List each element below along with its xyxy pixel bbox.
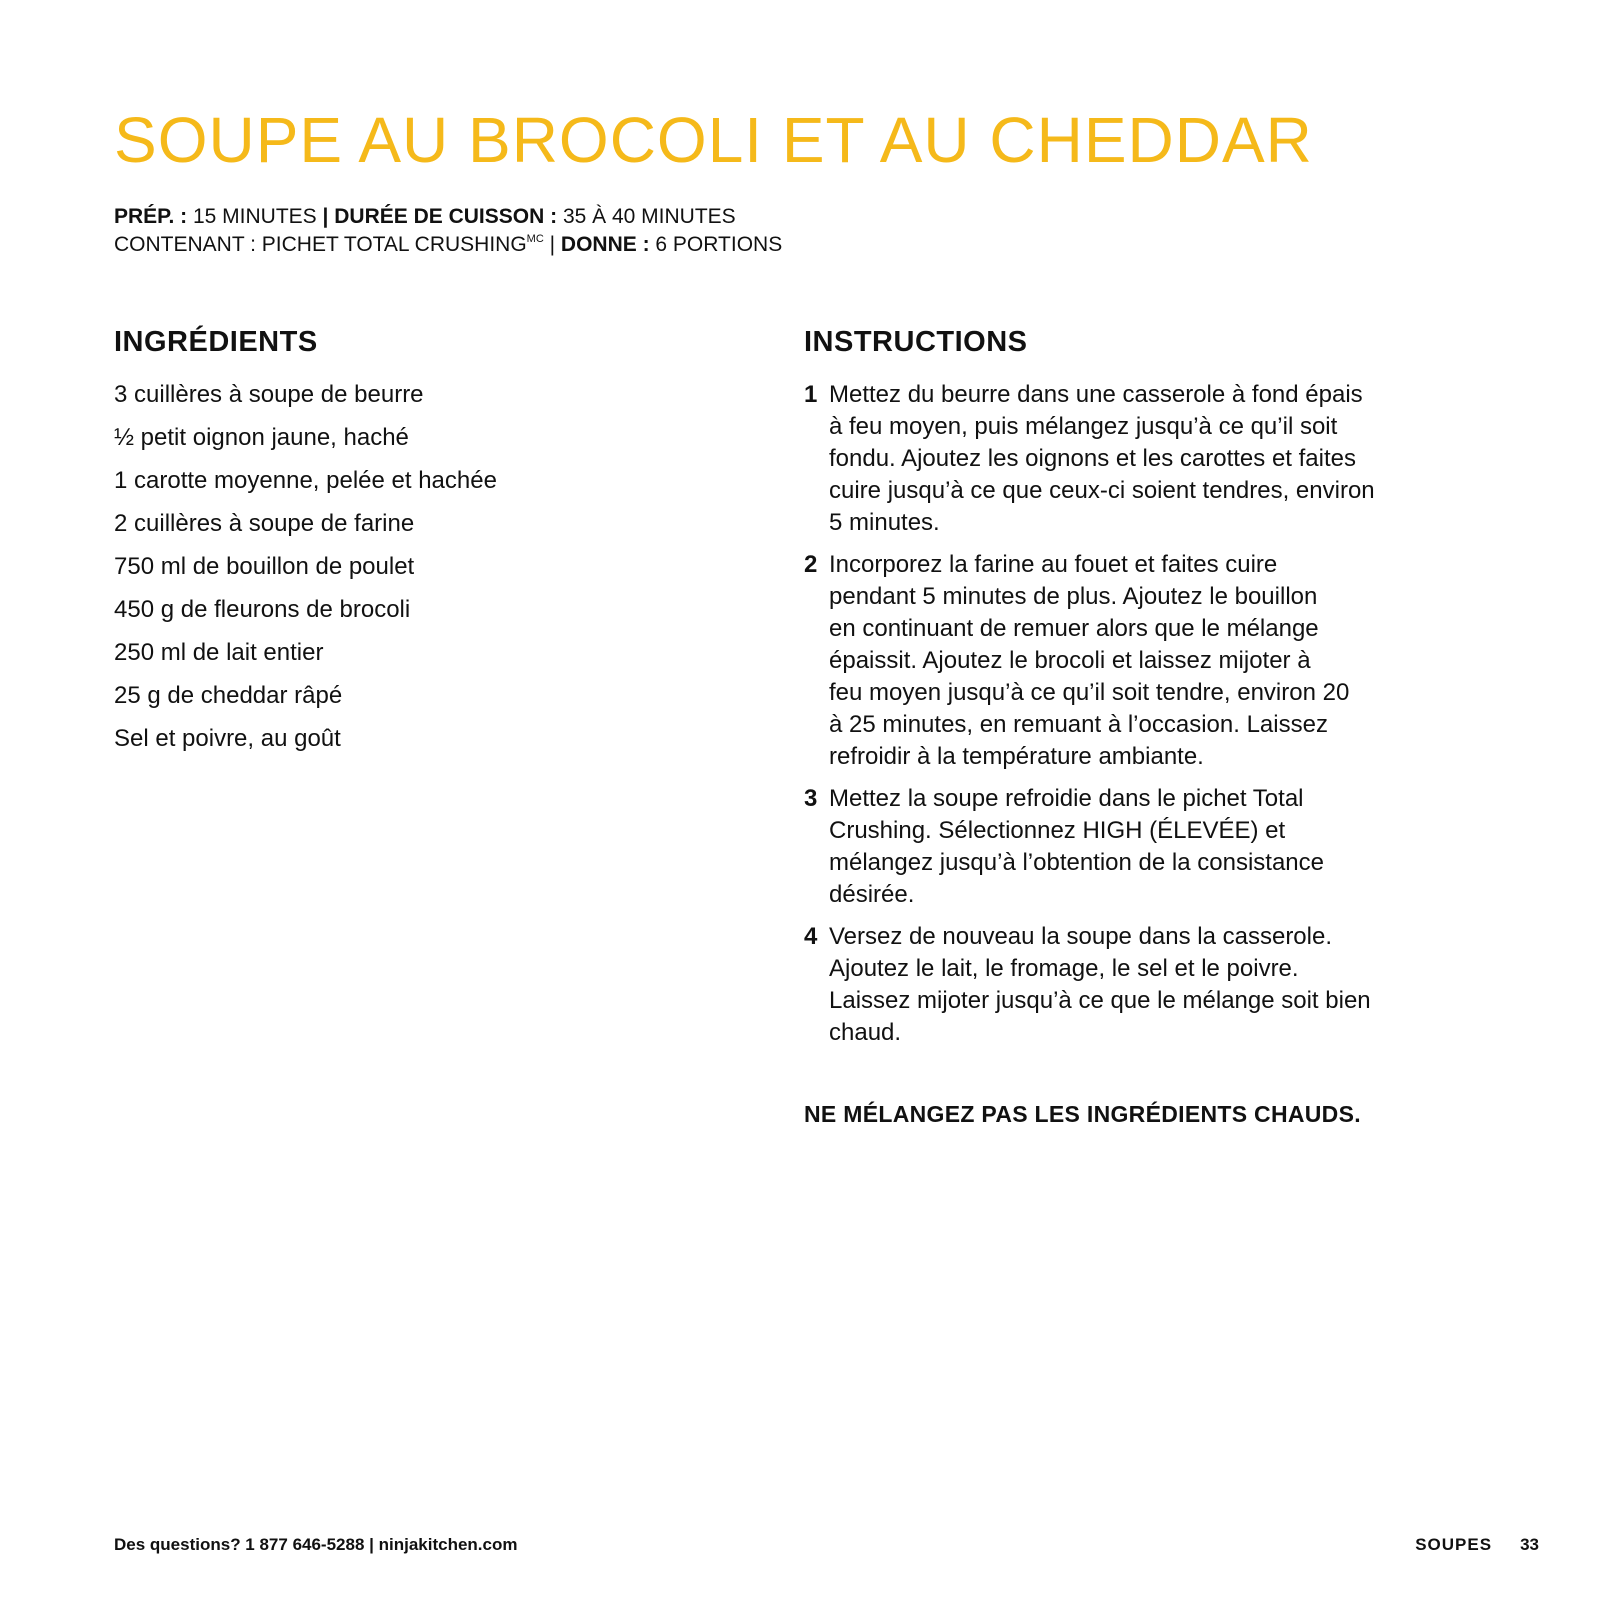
ingredient-item: 250 ml de lait entier xyxy=(114,639,324,666)
time-line xyxy=(114,203,782,231)
instructions-list xyxy=(804,379,1504,1049)
ingredients-section xyxy=(114,325,714,766)
step-text: Mettez la soupe refroidie dans le pichet Total Crushing. Sélectionnez HIGH (ÉLEVÉE) et mélangez jusqu’à l’obtention de la consistance désirée. xyxy=(829,785,1324,908)
cook-label: | DURÉE DE CUISSON : xyxy=(322,205,558,228)
ingredient-item: Sel et poivre, au goût xyxy=(114,725,341,752)
yield-label: DONNE : xyxy=(560,233,650,256)
footer-section: SOUPES xyxy=(1415,1535,1493,1554)
prep-label: PRÉP. : xyxy=(114,205,188,228)
recipe-meta xyxy=(114,203,782,259)
trademark-mark: MC xyxy=(526,233,544,245)
instruction-step xyxy=(804,549,1504,773)
ingredient-item: 2 cuillères à soupe de farine xyxy=(114,510,415,537)
step-number: 2 xyxy=(804,551,818,578)
ingredient-item: 750 ml de bouillon de poulet xyxy=(114,553,415,580)
instructions-section xyxy=(804,325,1504,1059)
ingredient-item: 3 cuillères à soupe de beurre xyxy=(114,381,424,408)
step-text: Mettez du beurre dans une casserole à fond épais à feu moyen, puis mélangez jusqu’à ce qu’il soit fondu. Ajoutez les oignons et les carottes et faites cuire jusqu’à ce que ceux-ci soient tendres, environ 5 minutes. xyxy=(829,381,1375,536)
yield-separator: | xyxy=(543,233,561,256)
instruction-step xyxy=(804,379,1504,539)
instruction-step xyxy=(804,783,1504,911)
step-text: Versez de nouveau la soupe dans la casserole. Ajoutez le lait, le fromage, le sel et le poivre. Laissez mijoter jusqu’à ce que le mélange soit bien chaud. xyxy=(829,923,1371,1046)
ingredient-item: ½ petit oignon jaune, haché xyxy=(114,424,409,451)
step-number: 4 xyxy=(804,923,818,950)
yield-value: 6 PORTIONS xyxy=(649,233,783,256)
footer-contact: Des questions? 1 877 646-5288 | ninjakitchen.com xyxy=(114,1535,518,1554)
container-text: CONTENANT : PICHET TOTAL CRUSHING xyxy=(114,233,527,256)
step-number: 1 xyxy=(804,381,818,408)
step-text: Incorporez la farine au fouet et faites cuire pendant 5 minutes de plus. Ajoutez le bouillon en continuant de remuer alors que le mélange épaissit. Ajoutez le brocoli et laissez mijoter à feu moyen jusqu’à ce qu’il soit tendre, environ 20 à 25 minutes, en remuant à l’occasion. Laissez refroidir à la température ambiante. xyxy=(829,551,1350,770)
instruction-step xyxy=(804,921,1504,1049)
page-number: 33 xyxy=(1520,1535,1539,1554)
ingredients-list xyxy=(114,379,714,755)
footer-page-info xyxy=(1415,1535,1539,1555)
cook-value: 35 À 40 MINUTES xyxy=(557,205,736,228)
recipe-title: SOUPE AU BROCOLI ET AU CHEDDAR xyxy=(114,104,1313,176)
ingredients-heading: INGRÉDIENTS xyxy=(114,326,318,358)
ingredient-item: 1 carotte moyenne, pelée et hachée xyxy=(114,467,497,494)
instructions-heading: INSTRUCTIONS xyxy=(804,326,1028,358)
ingredient-item: 450 g de fleurons de brocoli xyxy=(114,596,411,623)
prep-value: 15 MINUTES xyxy=(187,205,323,228)
ingredient-item: 25 g de cheddar râpé xyxy=(114,682,343,709)
step-number: 3 xyxy=(804,785,818,812)
container-line xyxy=(114,231,782,259)
warning-note: NE MÉLANGEZ PAS LES INGRÉDIENTS CHAUDS. xyxy=(804,1101,1361,1127)
